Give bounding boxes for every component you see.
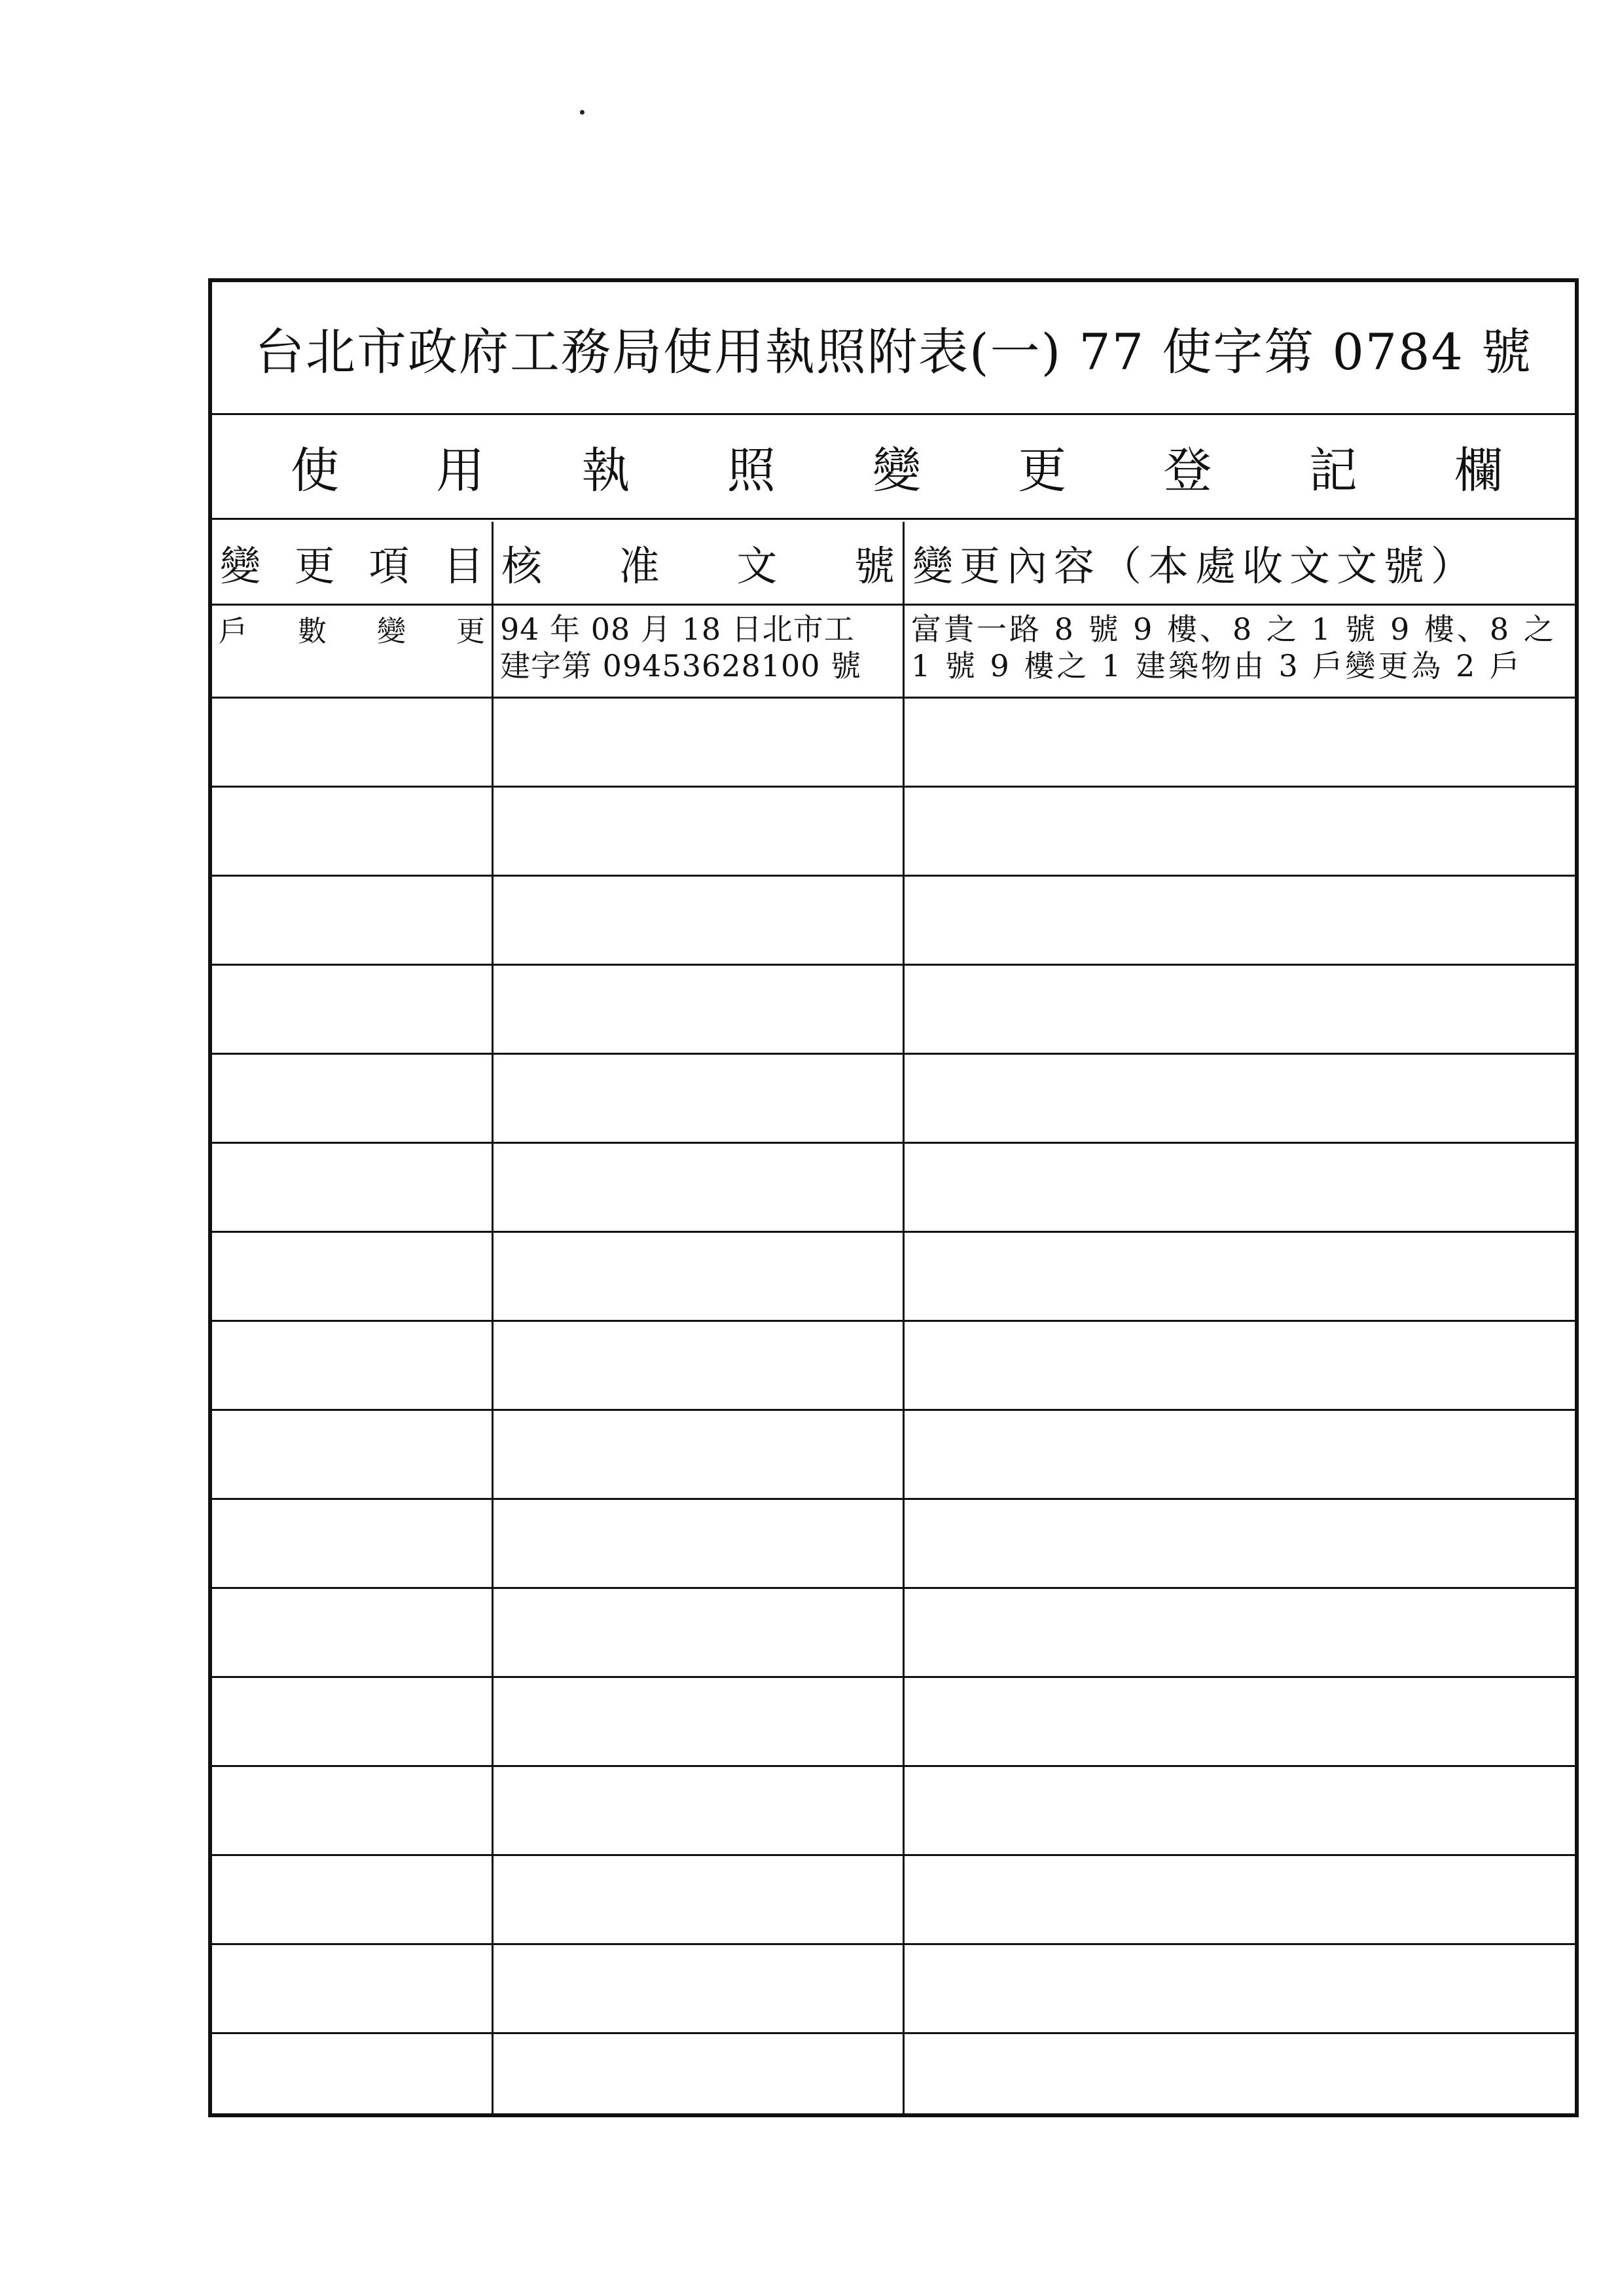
entry-change-content bbox=[905, 606, 1575, 697]
content-line: 富貴一路 8 號 9 樓、8 之 1 號 9 樓、8 之 bbox=[911, 611, 1556, 647]
subtitle-char: 用 bbox=[436, 442, 485, 499]
empty-cell bbox=[494, 1500, 905, 1587]
empty-cell bbox=[494, 1144, 905, 1231]
scan-speck bbox=[580, 110, 584, 115]
empty-cell bbox=[212, 1589, 494, 1676]
empty-cell bbox=[905, 1500, 1575, 1587]
registration-table bbox=[212, 522, 1575, 2113]
empty-cell bbox=[212, 699, 494, 786]
table-row bbox=[212, 606, 1575, 699]
empty-cell bbox=[212, 1233, 494, 1320]
table-row-empty bbox=[212, 877, 1575, 966]
empty-cell bbox=[494, 966, 905, 1053]
empty-cell bbox=[494, 877, 905, 964]
empty-cell bbox=[905, 788, 1575, 875]
empty-cell bbox=[212, 1767, 494, 1854]
header-char: 項 bbox=[369, 542, 410, 590]
approval-line: 建字第 09453628100 號 bbox=[500, 648, 862, 683]
empty-cell bbox=[212, 1322, 494, 1409]
empty-cell bbox=[494, 2034, 905, 2113]
table-row-empty bbox=[212, 1322, 1575, 1411]
empty-cell bbox=[905, 1233, 1575, 1320]
subtitle-char: 欄 bbox=[1454, 442, 1503, 499]
empty-cell bbox=[905, 1856, 1575, 1943]
empty-cell bbox=[494, 1678, 905, 1765]
approval-line: 94 年 08 月 18 日北市工 bbox=[500, 611, 855, 647]
empty-cell bbox=[905, 699, 1575, 786]
header-char: 准 bbox=[619, 542, 660, 590]
header-char: 變 bbox=[220, 542, 261, 590]
empty-cell bbox=[212, 966, 494, 1053]
entry-char: 變 bbox=[377, 615, 406, 648]
empty-cell bbox=[494, 1589, 905, 1676]
empty-cell bbox=[494, 1411, 905, 1498]
table-row-empty bbox=[212, 1144, 1575, 1233]
empty-cell bbox=[212, 1945, 494, 2032]
table-row-empty bbox=[212, 1678, 1575, 1767]
header-char: 號 bbox=[854, 542, 895, 590]
entry-char: 數 bbox=[298, 615, 327, 648]
empty-cell bbox=[212, 1500, 494, 1587]
subtitle-char: 使 bbox=[291, 442, 339, 499]
subtitle-char: 變 bbox=[872, 442, 921, 499]
table-row-empty bbox=[212, 1500, 1575, 1589]
form-subtitle bbox=[212, 415, 1575, 520]
table-row-empty bbox=[212, 1233, 1575, 1322]
content-line: 1 號 9 樓之 1 建築物由 3 戶變更為 2 戶 bbox=[911, 648, 1522, 683]
subtitle-char: 執 bbox=[581, 442, 630, 499]
header-char: 更 bbox=[294, 542, 335, 590]
empty-cell bbox=[212, 1678, 494, 1765]
subtitle-char: 照 bbox=[727, 442, 776, 499]
table-row-empty bbox=[212, 966, 1575, 1055]
subtitle-char: 記 bbox=[1308, 442, 1357, 499]
table-row-empty bbox=[212, 1055, 1575, 1144]
empty-cell bbox=[905, 2034, 1575, 2113]
table-row-empty bbox=[212, 1945, 1575, 2034]
entry-approval-number bbox=[494, 606, 905, 697]
table-row-empty bbox=[212, 699, 1575, 788]
table-row-empty bbox=[212, 2034, 1575, 2113]
empty-cell bbox=[212, 1055, 494, 1142]
entry-char: 更 bbox=[456, 615, 485, 648]
empty-cell bbox=[494, 1767, 905, 1854]
empty-cell bbox=[212, 788, 494, 875]
empty-cell bbox=[905, 1055, 1575, 1142]
header-char: 文 bbox=[736, 542, 778, 590]
empty-cell bbox=[905, 1767, 1575, 1854]
empty-cell bbox=[494, 1945, 905, 2032]
header-change-item bbox=[212, 522, 494, 604]
empty-cell bbox=[905, 1945, 1575, 2032]
empty-cell bbox=[212, 877, 494, 964]
subtitle-char: 更 bbox=[1018, 442, 1067, 499]
entry-char: 戶 bbox=[219, 615, 247, 648]
table-row-empty bbox=[212, 1767, 1575, 1856]
header-char: 目 bbox=[442, 542, 484, 590]
empty-cell bbox=[905, 1322, 1575, 1409]
form-title: 台北市政府工務局使用執照附表(一) 77 使字第 0784 號 bbox=[212, 282, 1575, 415]
empty-cell bbox=[494, 1055, 905, 1142]
subtitle-char: 登 bbox=[1163, 442, 1212, 499]
header-change-content: 變更內容（本處收文文號） bbox=[912, 542, 1479, 590]
change-registration-form bbox=[208, 278, 1579, 2117]
table-row-empty bbox=[212, 1856, 1575, 1945]
empty-cell bbox=[212, 1856, 494, 1943]
header-char: 核 bbox=[501, 542, 543, 590]
entry-change-item bbox=[212, 606, 494, 697]
table-row-empty bbox=[212, 788, 1575, 877]
empty-cell bbox=[212, 2034, 494, 2113]
empty-cell bbox=[494, 1856, 905, 1943]
empty-cell bbox=[905, 877, 1575, 964]
table-row-empty bbox=[212, 1589, 1575, 1678]
empty-cell bbox=[905, 1678, 1575, 1765]
empty-cell bbox=[494, 699, 905, 786]
empty-cell bbox=[212, 1411, 494, 1498]
empty-cell bbox=[494, 1233, 905, 1320]
empty-cell bbox=[212, 1144, 494, 1231]
empty-cell bbox=[494, 788, 905, 875]
empty-cell bbox=[494, 1322, 905, 1409]
table-row-empty bbox=[212, 1411, 1575, 1500]
empty-cell bbox=[905, 966, 1575, 1053]
empty-cell bbox=[905, 1411, 1575, 1498]
empty-cell bbox=[905, 1589, 1575, 1676]
header-approval-number bbox=[494, 522, 905, 604]
empty-cell bbox=[905, 1144, 1575, 1231]
table-header-row bbox=[212, 522, 1575, 606]
